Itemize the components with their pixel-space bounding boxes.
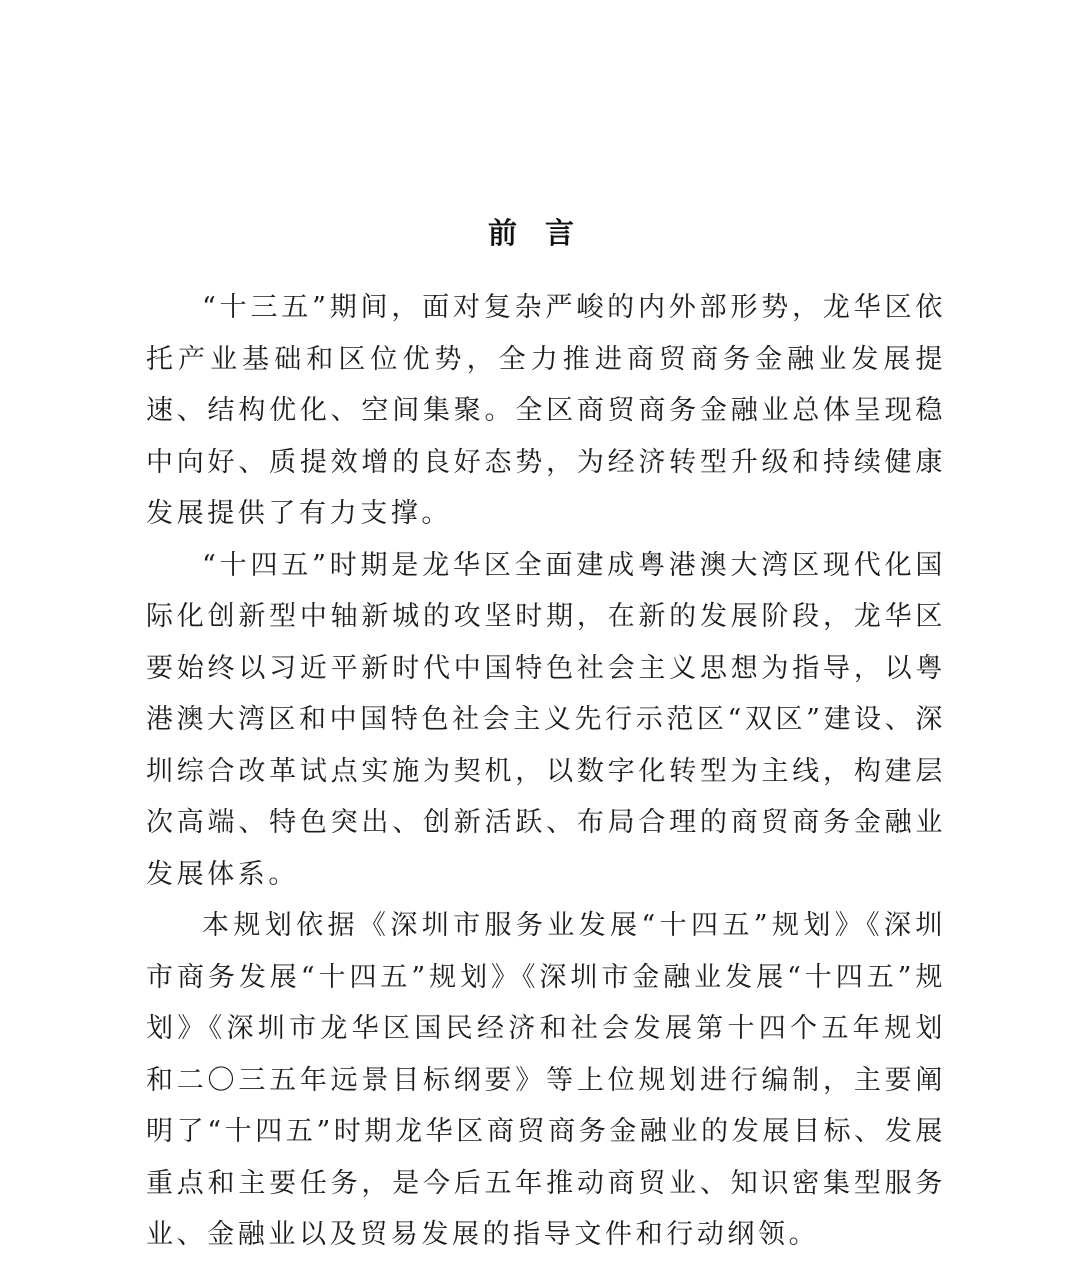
paragraph-2: “十四五”时期是龙华区全面建成粤港澳大湾区现代化国际化创新型中轴新城的攻坚时期，在新的发展阶段，龙华区要始终以习近平新时代中国特色社会主义思想为指导，以粤港澳大湾区和中国特色社会主义先行示范区“双区”建设、深圳综合改革试点实施为契机，以数字化转型为主线，构建层次高端、特色突出、创新活跃、布局合理的商贸商务金融业发展体系。 [146,549,946,890]
paragraph-3: 本规划依据《深圳市服务业发展“十四五”规划》《深圳市商务发展“十四五”规划》《深圳市金融业发展“十四五”规划》《深圳市龙华区国民经济和社会发展第十四个五年规划和二〇三五年远景目标纲要》等上位规划进行编制，主要阐明了“十四五”时期龙华区商贸商务金融业的发展目标、发展重点和主要任务，是今后五年推动商贸业、知识密集型服务业、金融业以及贸易发展的指导文件和行动纲领。 [146,910,946,1250]
document-body [146,282,946,1261]
page-title: 前言 [487,216,602,250]
paragraph-1: “十三五”期间，面对复杂严峻的内外部形势，龙华区依托产业基础和区位优势，全力推进商贸商务金融业发展提速、结构优化、空间集聚。全区商贸商务金融业总体呈现稳中向好、质提效增的良好态势，为经济转型升级和持续健康发展提供了有力支撑。 [146,292,946,529]
